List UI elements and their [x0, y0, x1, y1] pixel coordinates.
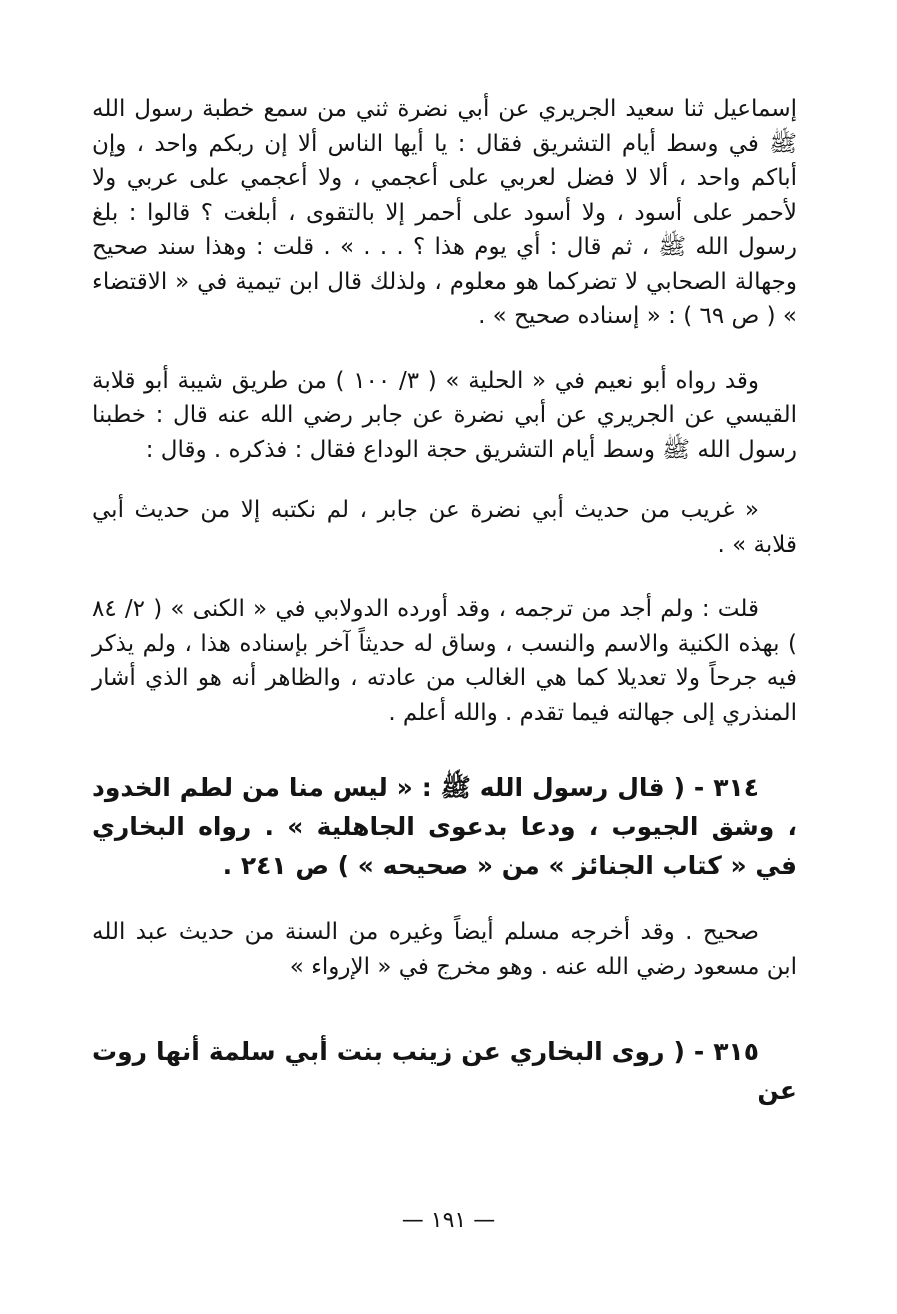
paragraph-quote-gharib: « غريب من حديث أبي نضرة عن جابر ، لم نكتبه إلا من حديث أبي قلابة » .	[92, 497, 797, 558]
page-number: — ١٩١ —	[401, 1208, 496, 1233]
paragraph-abu-nuaym: وقد رواه أبو نعيم في « الحلية » ( ٣/ ١٠٠ ) من طريق شيبة أبو قلابة القيسي عن الجريري عن أبي نضرة عن جابر رضي الله عنه قال : خطبنا رسول الله ﷺ وسط أيام التشريق حجة الوداع فقال : فذكره . وقال :	[92, 367, 797, 463]
paragraph-isnad: إسماعيل ثنا سعيد الجريري عن أبي نضرة ثني من سمع خطبة رسول الله ﷺ في وسط أيام التشريق فقال : يا أيها الناس ألا إن ربكم واحد ، وإن أباكم واحد ، ألا لا فضل لعربي على أعجمي ، ولا أعجمي على عربي ولا لأحمر على أسود ، ولا أسود على أحمر إلا بالتقوى ، أبلغت ؟ قالوا : بلغ رسول الله ﷺ ، ثم قال : أي يوم هذا ؟ . . . » . قلت : وهذا سند صحيح وجهالة الصحابي لا تضركما هو معلوم ، ولذلك قال ابن تيمية في « الاقتضاء » ( ص ٦٩ ) : « إسناده صحيح » .	[92, 96, 797, 329]
page-body	[92, 92, 797, 1110]
hadith-315: ٣١٥ - ( روى البخاري عن زينب بنت أبي سلمة أنها روت عن	[92, 1037, 797, 1105]
hadith-314: ٣١٤ - ( قال رسول الله ﷺ : « ليس منا من لطم الخدود ، وشق الجيوب ، ودعا بدعوى الجاهلية » . رواه البخاري في « كتاب الجنائز » من « صحيحه » ) ص ٢٤١ .	[92, 773, 797, 880]
paragraph-qultu: قلت : ولم أجد من ترجمه ، وقد أورده الدولابي في « الكنى » ( ٢/ ٨٤ ) بهذه الكنية والاسم والنسب ، وساق له حديثاً آخر بإسناده هذا ، ولم يذكر فيه جرحاً ولا تعديلا كما هي الغالب من عادته ، والظاهر أنه هو الذي أشار المنذري إلى جهالته فيما تقدم . والله أعلم .	[92, 596, 797, 726]
paragraph-sahih: صحيح . وقد أخرجه مسلم أيضاً وغيره من السنة من حديث عبد الله ابن مسعود رضي الله عنه . وهو مخرج في « الإرواء »	[92, 919, 797, 980]
